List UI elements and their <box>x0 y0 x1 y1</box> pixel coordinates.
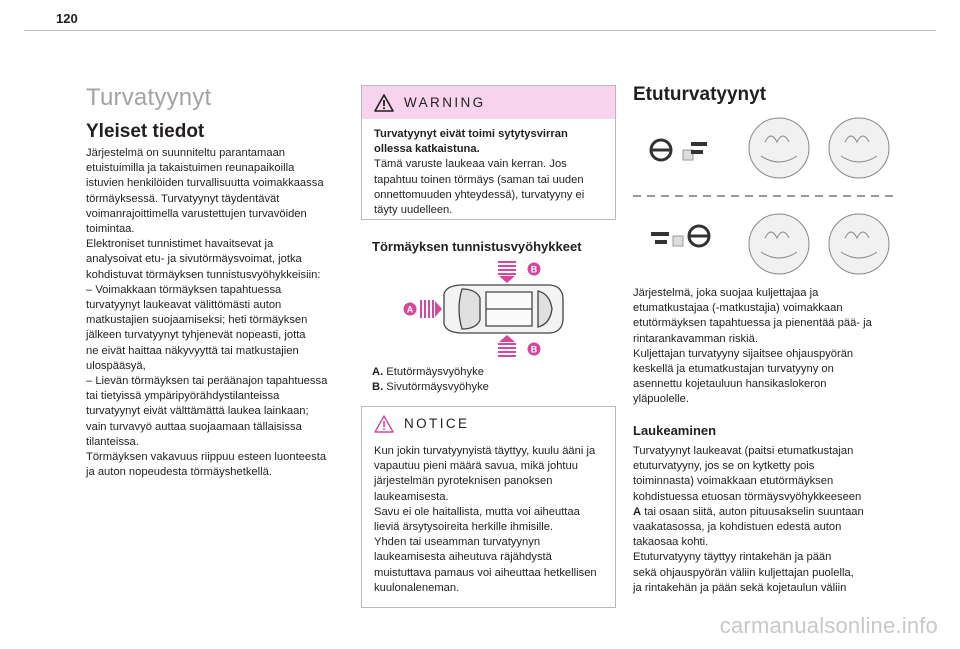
svg-text:A: A <box>406 304 414 315</box>
warning-box <box>361 85 616 220</box>
deployment-text <box>633 444 905 596</box>
front-airbags-diagram <box>633 112 899 280</box>
warning-bold-text: Turvatyynyt eivät toimi sytytysvirran ollessa katkaistuna. <box>374 128 568 156</box>
front-zone-icon <box>404 300 443 318</box>
legend-key: A. <box>372 366 384 378</box>
warning-text: Tämä varuste laukeaa vain kerran. Jos tapahtuu toinen törmäys (saman tai uuden onnettomuuden yhteydessä), turvatyyny ei täyty uudelleen. <box>374 158 585 217</box>
front-airbags-title: Etuturvatyynyt <box>633 84 767 105</box>
detection-zones-diagram <box>400 258 568 360</box>
page-number: 120 <box>56 11 78 26</box>
steering-wheel-icon-rhd <box>689 226 709 246</box>
detection-zones-title: Törmäyksen tunnistusvyöhykkeet <box>372 239 582 254</box>
general-info-text <box>86 146 351 480</box>
legend-item-a <box>372 365 489 380</box>
warning-body <box>362 119 615 226</box>
watermark: carmanualsonline.info <box>719 613 938 638</box>
side-zone-bottom-icon <box>498 335 541 357</box>
legend-item-b <box>372 380 489 395</box>
notice-triangle-icon <box>374 415 394 433</box>
notice-box <box>361 406 616 608</box>
general-info-paragraph: Järjestelmä on suunniteltu parantamaan etuistuimilla ja takaistuimen reunapaikoilla istuvien henkilöiden turvallisuutta voimakkaassa törmäyksessä. Turvatyynyt täydentävät voimanrajoittimella varustettujen turvavöiden toimintaa. Elektroniset tunnistimet havaitsevat ja analysoivat etu- ja sivutörmäysvoimat, jotka kohdistuvat törmäyksen tunnistusvyöhykkeisiin: – Voimakkaan törmäyksen tapahtuessa turvatyynyt laukeavat välittömästi auton matkustajien suojaamiseksi; heti törmäyksen jälkeen turvatyynyt tyhjenevät nopeasti, jotta ne eivät haittaa näkyvyyttä tai matkustajien ulospääsyä, – Lievän törmäyksen tai peräänajon tapahtuessa tai tietyissä ympäripyörähdystilanteissa turvatyynyt eivät välttämättä laukea lainkaan; vain turvavyö auttaa suojaamaan tällaisissa tilanteissa. Törmäyksen vakavuus riippuu esteen luonteesta ja auton nopeudesta törmäyshetkellä. <box>86 147 328 479</box>
zones-legend <box>372 365 489 395</box>
notice-text: Kun jokin turvatyynyistä täyttyy, kuulu ääni ja vapautuu pieni määrä savua, mikä johtuu järjestelmän pyroteknisen panoksen laukeamisesta. Savu ei ole haitallista, mutta voi aiheuttaa lieviä ärsytysoireita herkille ihmisille. Yhden tai useamman turvatyynyn laukeamisesta aiheutuva räjähdystä muistuttava pamaus voi aiheuttaa hetkellisen kuulonaleneman. <box>374 445 597 594</box>
deployment-text-part-1: Turvatyynyt laukeavat (paitsi etumatkustajan etuturvatyyny, jos se on kytketty pois toiminnasta) voimakkaan etutörmäyksen kohdistuessa etuosan törmäysvyöhykkeeseen <box>633 445 862 503</box>
front-airbags-paragraph: Järjestelmä, joka suojaa kuljettajaa ja etumatkustajaa (-matkustajia) voimakkaan etutörmäyksen tapahtuessa ja pienentää pää- ja rintarankavamman riskiä. Kuljettajan turvatyyny sijaitsee ohjauspyörän keskellä ja etumatkustajan turvatyyny on asennettu kojetauluun hansikaslokeron yläpuolelle. <box>633 287 872 406</box>
deployment-text-part-2: tai osaan siitä, auton pituusakselin suuntaan vaakatasossa, ja kohdistuen edestä auton takaosaa kohti. Etuturvatyyny täyttyy rintakehän ja pään sekä ohjauspyörän väliin kuljettajan puolella, ja rintakehän ja pään sekä kojetaulun väliin <box>633 505 864 594</box>
notice-header <box>362 407 615 440</box>
airbag-module-icon-rhd <box>651 232 683 246</box>
legend-text: Sivutörmäysvyöhyke <box>386 381 489 393</box>
front-airbags-text <box>633 286 903 408</box>
notice-title: NOTICE <box>404 416 470 431</box>
legend-text: Etutörmäysvyöhyke <box>386 366 484 378</box>
airbag-module-icon <box>683 142 707 160</box>
section-title: Turvatyynyt <box>86 84 212 111</box>
seat-occupants-top <box>749 118 889 178</box>
svg-text:B: B <box>530 344 538 355</box>
deployment-title: Laukeaminen <box>633 423 717 438</box>
warning-title: WARNING <box>404 95 486 110</box>
warning-triangle-icon <box>374 94 394 112</box>
side-zone-top-icon <box>498 261 541 283</box>
svg-text:B: B <box>530 264 538 275</box>
steering-wheel-icon <box>651 140 671 160</box>
warning-header <box>362 86 615 119</box>
top-divider <box>24 30 936 31</box>
subsection-title: Yleiset tiedot <box>86 121 205 142</box>
zone-a-reference: A <box>633 505 642 518</box>
legend-key: B. <box>372 381 384 393</box>
car-top-view-icon <box>444 285 563 333</box>
seat-occupants-bottom <box>749 214 889 274</box>
